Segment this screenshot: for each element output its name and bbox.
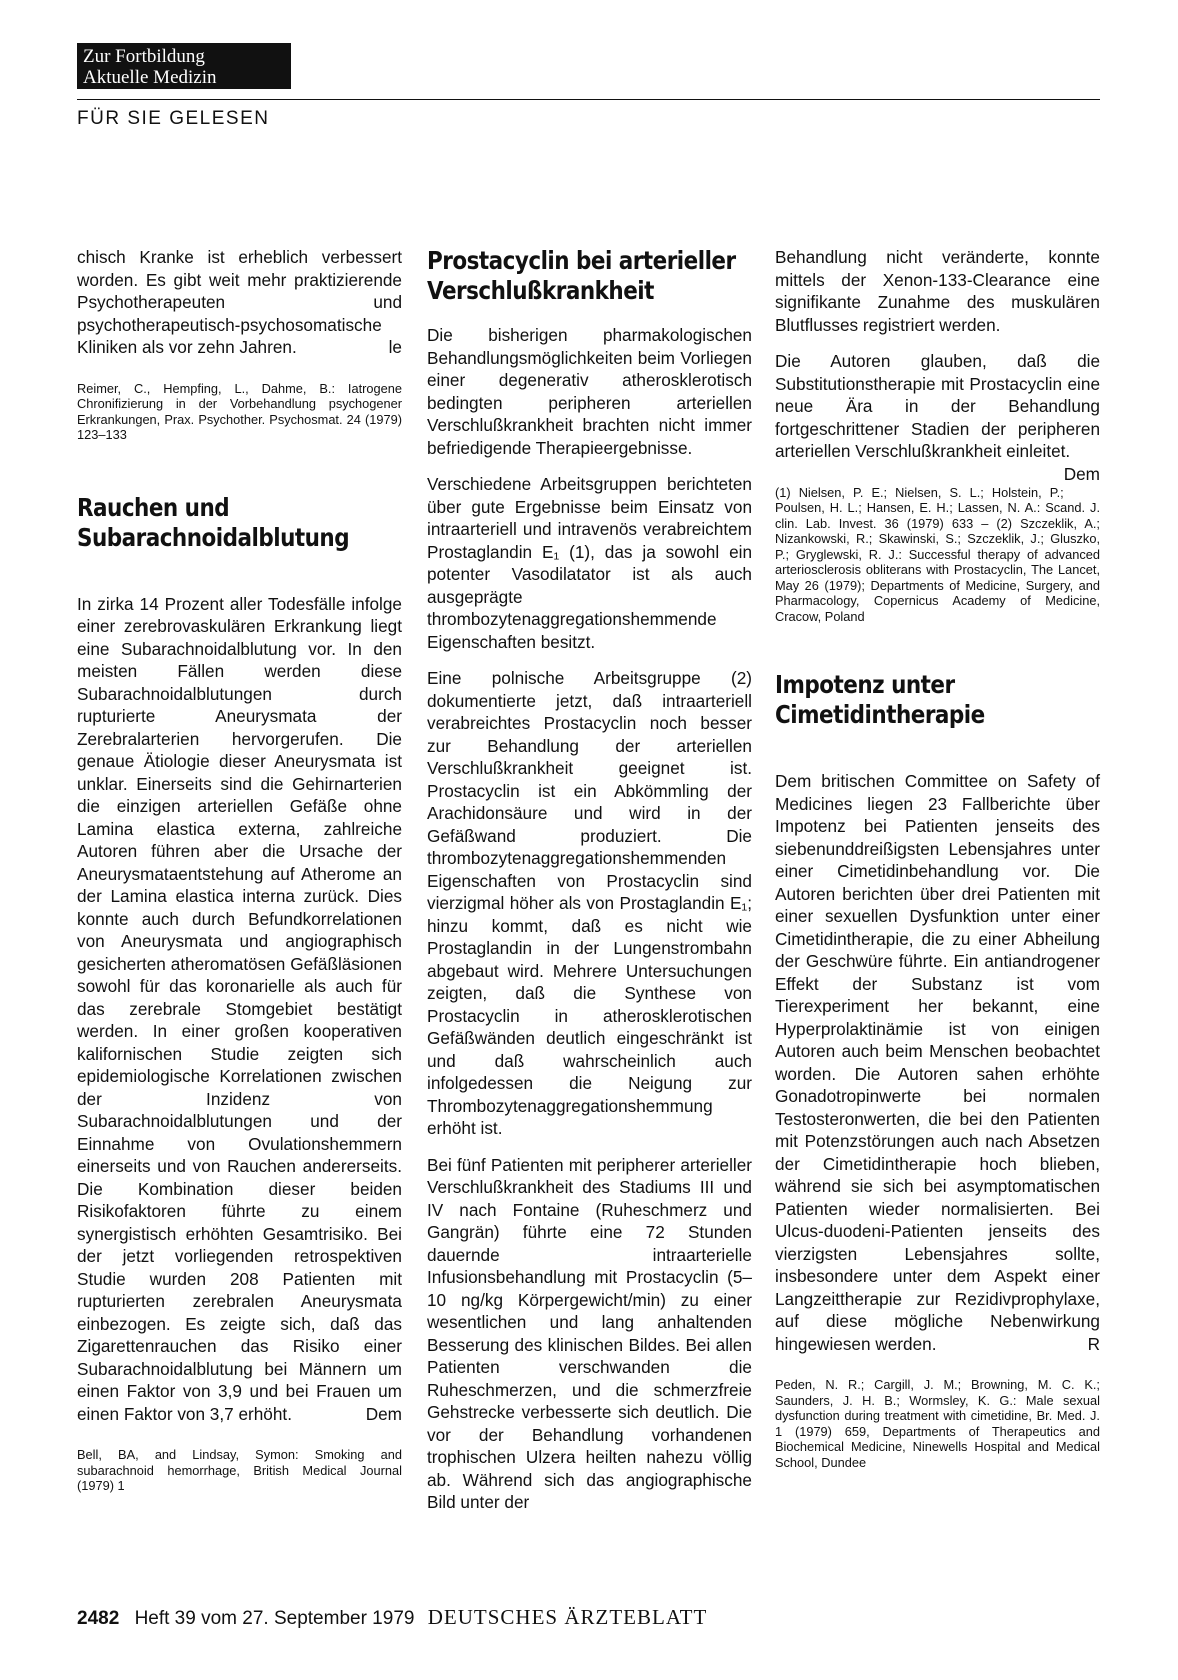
smoking-body-text: In zirka 14 Prozent aller Todesfälle infolge einer zerebrovaskulären Erkrankung liegt eine Subarachnoidalblutung vor. In den meisten Fällen werden diese Subarachnoidalblutungen durch rupturierte Aneurysmata der Zerebralarterien hervorgerufen. Die genaue Ätiologie dieser Aneurysmata ist unklar. Einerseits sind die Gehirnarterien die einzigen arteriellen Gefäße ohne Lamina elastica externa, zahlreiche Autoren führen aber die Ursache der Aneurysmataentstehung auf Atherome an der Lamina elastica interna zurück. Dies konnte auch durch Befundkorrelationen von Aneurysmata und angiographisch gesicherten atheromatösen Gefäßläsionen sowohl für das koronarielle als auch für das zerebrale Stomgebiet bestätigt werden. In einer großen kooperativen kalifornischen Studie zeigten sich epidemiologische Korrelationen zwischen der Inzidenz von Subarachnoidalblutungen und der Einnahme von Ovulationshemmern einerseits und von Rauchen andererseits. Die Kombination dieser beiden Risikofaktoren führte zu einem synergistisch erhöhten Gesamtrisiko. Bei der jetzt vorliegenden retrospektiven Studie wurden 208 Patienten mit rupturierten zerebralen Aneurysmata einbezogen. Es zeigte sich, daß das Zigarettenrauchen das Risiko einer Subarachnoidalblutung bei Männern um einen Faktor von 3,9 und bei Frauen um einen Faktor von 3,7 erhöht. xyxy=(77,593,402,1424)
journal-name: DEUTSCHES ÄRZTEBLATT xyxy=(427,1605,708,1629)
column-1 xyxy=(77,246,402,1494)
page-footer xyxy=(77,1605,707,1630)
intro-signature: le xyxy=(388,337,402,357)
prostacyclin-reference: (1) Nielsen, P. E.; Nielsen, S. L.; Holstein, P.; Poulsen, H. L.; Hansen, E. H.; Lassen, N. A.: Scand. J. clin. Lab. Invest. 36 (1979) 633 – (2) Szczeklik, A.; Nizankowski, R.; Skawinski, S.; Szczeklik, J.; Gluszko, P.; Gryglewski, R. J.: Successful therapy of advanced arteriosclerosis obliterans with Prostacyclin, The Lancet, May 26 (1979); Departments of Medicine, Surgery, and Pharmacology, Copernicus Academy of Medicine, Cracow, Poland xyxy=(775,484,1100,624)
impotenz-body-text: Dem britischen Committee on Safety of Medicines liegen 23 Fallberichte über Impotenz bei Patienten jenseits des siebenunddreißigsten Lebensjahres unter einer Cimetidinbehandlung vor. Die Autoren berichten über drei Patienten mit einer sexuellen Dysfunktion unter einer Cimetidintherapie, die zu einer Abheilung der Geschwüre führte. Ein antiandrogener Effekt der Substanz ist vom Tierexperiment her bekannt, eine Hyperprolaktinämie ist von einigen Autoren auch beim Menschen beobachtet worden. Die Autoren sahen erhöhte Gonadotropinwerte bei normalen Testosteronwerten, die bei den Patienten mit Potenzstörungen auch nach Absetzen der Cimetidintherapie hoch blieben, während sie sich bei asymptomatischen Patienten wieder normalisierten. Bei Ulcus-duodeni-Patienten jenseits des vierzigsten Lebensjahres sollte, insbesondere unter dem Aspekt einer Langzeittherapie zur Rezidivprophylaxe, auf diese mögliche Nebenwirkung hingewiesen werden. xyxy=(775,771,1100,1354)
intro-reference: Reimer, C., Hempfing, L., Dahme, B.: Iatrogene Chronifizierung in der Vorbehandlung psychogener Erkrankungen, Prax. Psychother. Psychosmat. 24 (1979) 123–133 xyxy=(77,380,402,442)
smoking-signature: Dem xyxy=(365,1403,402,1424)
prostacyclin-paragraph-5: Behandlung nicht veränderte, konnte mittels der Xenon-133-Clearance eine signifikante Zunahme des muskulären Blutflusses registriert werden. xyxy=(775,247,1100,335)
prostacyclin-paragraph-1: Die bisherigen pharmakologischen Behandlungsmöglichkeiten beim Vorliegen einer degenerativ atherosklerotisch bedingten peripheren arteriellen Verschlußkrankheit brachten nicht immer befriedigende Therapieergebnisse. xyxy=(427,325,752,458)
prostacyclin-paragraph-6 xyxy=(775,350,1100,484)
intro-text: chisch Kranke ist erheblich verbessert worden. Es gibt weit mehr praktizierende Psychotherapeuten und psychotherapeutisch-psychosomatische Kliniken als vor zehn Jahren. xyxy=(77,247,402,357)
issue-info: Heft 39 vom 27. September 1979 xyxy=(134,1608,415,1629)
article-title-prostacyclin: Prostacyclin bei arterieller Verschlußkrankheit xyxy=(427,246,736,305)
prostacyclin-paragraph-2: Verschiedene Arbeitsgruppen berichteten über gute Ergebnisse beim Einsatz von intraarteriell und intravenös verabreichtem Prostaglandin E₁ (1), das ja sowohl ein potenter Vasodilatator ist als auch ausgeprägte thrombozytenaggregationshemmende Eigenschaften besitzt. xyxy=(427,474,752,652)
page-number: 2482 xyxy=(77,1608,120,1629)
prostacyclin-paragraph-4: Bei fünf Patienten mit peripherer arterieller Verschlußkrankheit des Stadiums III und IV nach Fontaine (Ruheschmerz und Gangrän) führte eine 72 Stunden dauernde intraarterielle Infusionsbehandlung mit Prostacyclin (5–10 ng/kg Körpergewicht/min) zu einer wesentlichen und lang anhaltenden Besserung des klinischen Bildes. Bei allen Patienten verschwanden die Ruheschmerzen, und die schmerzfreie Gehstrecke verbesserte sich deutlich. Die vor der Behandlung vorhandenen trophischen Ulzera heilten nahezu völlig ab. Während sich das angiographische Bild unter der xyxy=(427,1154,752,1512)
prostacyclin-conclusion: Die Autoren glauben, daß die Substitutionstherapie mit Prostacyclin eine neue Ära in der Behandlung fortgeschrittener Stadien der peripheren arteriellen Verschlußkrankheit einleitet. xyxy=(775,351,1100,461)
prostacyclin-signature: Dem xyxy=(1063,463,1100,484)
column-3 xyxy=(775,246,1100,1470)
header-rule xyxy=(77,99,1100,100)
article-title-smoking: Rauchen und Subarachnoidalblutung xyxy=(77,492,350,552)
intro-paragraph xyxy=(77,246,402,359)
prostacyclin-paragraph-3: Eine polnische Arbeitsgruppe (2) dokumentierte jetzt, daß intraarteriell verabreichtes Prostacyclin noch besser zur Behandlung der arteriellen Verschlußkrankheit geeignet ist. Prostacyclin ist ein Abkömmling der Arachidonsäure und wird in der Gefäßwand produziert. Die thrombozytenaggregationshemmenden Eigenschaften von Prostacyclin sind vierzigmal höher als von Prostaglandin E₁; hinzu kommt, daß es nicht wie Prostaglandin in der Lungenstrombahn abgebaut wird. Mehrere Untersuchungen zeigten, daß die Synthese von Prostacyclin in atherosklerotischen Gefäßwänden deutlich eingeschränkt ist und daß wahrscheinlich auch infolgedessen die Neigung zur Thrombozytenaggregationshemmung erhöht ist. xyxy=(427,668,752,1138)
column-2 xyxy=(427,246,752,1528)
column-header-box xyxy=(77,43,291,89)
impotenz-signature: R xyxy=(1087,1333,1100,1354)
section-label: FÜR SIE GELESEN xyxy=(77,108,270,129)
impotenz-body xyxy=(775,770,1100,1355)
smoking-reference: Bell, BA, and Lindsay, Symon: Smoking and subarachnoid hemorrhage, British Medical Journal (1979) 1 xyxy=(77,1447,402,1493)
header-line-1: Zur Fortbildung xyxy=(83,46,205,67)
header-line-2: Aktuelle Medizin xyxy=(83,67,217,88)
smoking-body xyxy=(77,593,402,1426)
impotenz-reference: Peden, N. R.; Cargill, J. M.; Browning, M. C. K.; Saunders, J. H. B.; Wormsley, K. G.: Male sexual dysfunction during treatment with cimetidine, Br. Med. J. 1 (1979) 659, Departments of Therapeutics and Biochemical Medicine, Ninewells Hospital and Medical School, Dundee xyxy=(775,1377,1100,1470)
article-title-impotenz: Impotenz unter Cimetidintherapie xyxy=(775,670,985,729)
